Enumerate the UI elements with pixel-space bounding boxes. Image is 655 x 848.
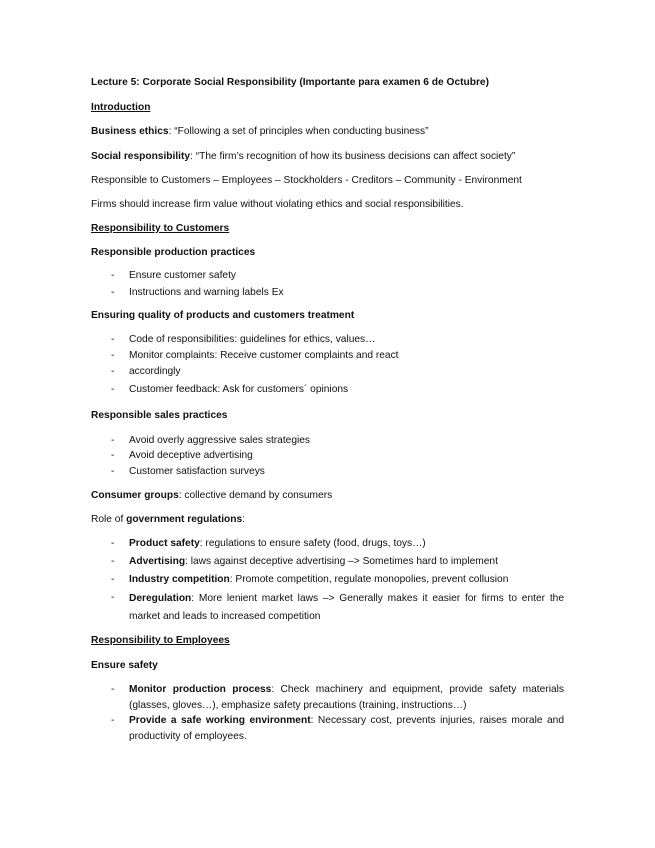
bullet-dash: - <box>111 287 115 298</box>
list-item-text <box>129 713 564 745</box>
product-safety-term: Product safety <box>129 538 200 549</box>
social-responsibility-term: Social responsibility <box>91 151 191 162</box>
bullet-dash: - <box>111 592 115 603</box>
list-item-text: Code of responsibilities: guidelines for ethics, values… <box>129 334 376 345</box>
gov-regulations-suffix: : <box>242 514 245 525</box>
bullet-dash: - <box>111 556 115 567</box>
list-item-text <box>129 555 498 568</box>
list-item-text: Ensure customer safety <box>129 270 237 281</box>
bullet-dash: - <box>111 715 115 726</box>
stakeholders-line: Responsible to Customers – Employees – Stockholders - Creditors – Community - Environment <box>91 175 522 186</box>
consumer-groups-text: : collective demand by consumers <box>178 490 333 501</box>
list-item-text: Monitor complaints: Receive customer complaints and react <box>129 350 399 361</box>
firm-value-line: Firms should increase firm value without violating ethics and social responsibilities. <box>91 199 464 210</box>
monitor-production-text: : Check machinery and equipment, provide safety materials (glasses, gloves…), emphasize safety precautions (training, instructions…) <box>129 684 564 711</box>
customers-heading: Responsibility to Customers <box>91 223 230 234</box>
list-item-text: accordingly <box>129 366 181 377</box>
bullet-dash: - <box>111 450 115 461</box>
consumer-groups-term: Consumer groups <box>91 490 179 501</box>
sales-practices-heading: Responsible sales practices <box>91 410 228 421</box>
advertising-term: Advertising <box>129 556 186 567</box>
bullet-dash: - <box>111 466 115 477</box>
list-item-text: Instructions and warning labels Ex <box>129 287 284 298</box>
list-item-text: Avoid overly aggressive sales strategies <box>129 435 311 446</box>
social-responsibility-definition <box>91 150 515 163</box>
list-item-text: Customer satisfaction surveys <box>129 466 265 477</box>
list-item-text <box>129 682 564 714</box>
monitor-production-term: Monitor production process <box>129 684 272 695</box>
industry-competition-text: : Promote competition, regulate monopolies, prevent collusion <box>229 574 509 585</box>
consumer-groups-definition <box>91 489 332 502</box>
safe-environment-term: Provide a safe working environment <box>129 715 311 726</box>
lecture-title: Lecture 5: Corporate Social Responsibility (Importante para examen 6 de Octubre) <box>91 77 489 88</box>
bullet-dash: - <box>111 435 115 446</box>
list-item <box>91 713 566 745</box>
introduction-heading: Introduction <box>91 102 151 113</box>
bullet-dash: - <box>111 366 115 377</box>
deregulation-text: : More lenient market laws –> Generally makes it easier for firms to enter the market and leads to increased competition <box>129 593 564 622</box>
advertising-text: : laws against deceptive advertising –> Sometimes hard to implement <box>185 556 498 567</box>
bullet-dash: - <box>111 270 115 281</box>
deregulation-term: Deregulation <box>129 593 192 604</box>
bullet-dash: - <box>111 384 115 395</box>
production-practices-heading: Responsible production practices <box>91 247 256 258</box>
social-responsibility-text: : “The firm’s recognition of how its business decisions can affect society” <box>190 151 516 162</box>
bullet-dash: - <box>111 334 115 345</box>
employees-heading: Responsibility to Employees <box>91 635 230 646</box>
list-item <box>91 682 566 714</box>
list-item-text: Avoid deceptive advertising <box>129 450 253 461</box>
bullet-dash: - <box>111 350 115 361</box>
safe-environment-text: : Necessary cost, prevents injuries, raises morale and productivity of employees. <box>129 715 564 742</box>
list-item-text <box>129 590 564 626</box>
business-ethics-term: Business ethics <box>91 126 169 137</box>
ensure-safety-heading: Ensure safety <box>91 660 158 671</box>
industry-competition-term: Industry competition <box>129 574 230 585</box>
list-item <box>91 590 566 626</box>
bullet-dash: - <box>111 574 115 585</box>
list-item-text <box>129 573 508 586</box>
gov-regulations-term: government regulations <box>126 514 243 525</box>
gov-regulations-line <box>91 513 245 526</box>
product-safety-text: : regulations to ensure safety (food, drugs, toys…) <box>199 538 426 549</box>
business-ethics-definition <box>91 125 429 138</box>
bullet-dash: - <box>111 538 115 549</box>
bullet-dash: - <box>111 684 115 695</box>
business-ethics-text: : “Following a set of principles when conducting business” <box>168 126 429 137</box>
list-item-text: Customer feedback: Ask for customers´ opinions <box>129 384 349 395</box>
list-item-text <box>129 537 426 550</box>
gov-regulations-prefix: Role of <box>91 514 127 525</box>
quality-heading: Ensuring quality of products and customers treatment <box>91 310 355 321</box>
